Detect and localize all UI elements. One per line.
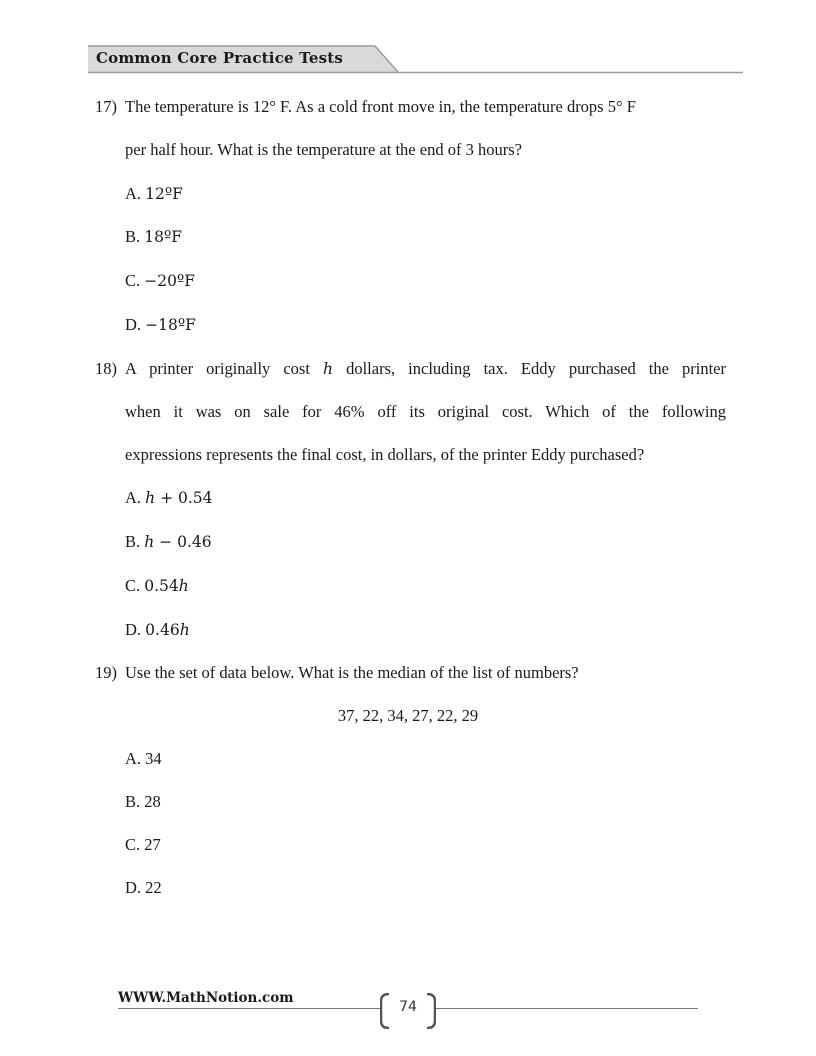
answer-option[interactable]: D. −18ºF [125,315,196,334]
answer-option[interactable]: C. 0.54h [125,576,189,595]
answer-option[interactable]: C. −20ºF [125,271,196,290]
footer-divider [118,1008,380,1009]
question-text-line: A printer originally cost h dollars, including tax. Eddy purchased the printer [125,359,726,378]
footer-divider [436,1008,698,1009]
page-number-box [380,993,436,1029]
page-number: 74 [399,999,417,1015]
question-text-line: The temperature is 12° F. As a cold front move in, the temperature drops 5° F [125,97,636,116]
question-text-line: expressions represents the final cost, in dollars, of the printer Eddy purchased? [125,445,645,464]
answer-option[interactable]: B. 18ºF [125,227,183,246]
footer-website: WWW.MathNotion.com [118,990,294,1006]
answer-option[interactable]: A. h + 0.54 [125,488,213,507]
question-text-line: when it was on sale for 46% off its original cost. Which of the following [125,402,726,421]
answer-option[interactable]: B. 28 [125,792,161,811]
header-title: Common Core Practice Tests [96,49,343,67]
answer-option[interactable]: B. h − 0.46 [125,532,212,551]
data-set: 37, 22, 34, 27, 22, 29 [337,706,479,725]
question-text-line: per half hour. What is the temperature at the end of 3 hours? [125,140,522,159]
question-number: 17) [95,97,117,116]
page-header [88,44,743,74]
question-text-line: Use the set of data below. What is the median of the list of numbers? [125,663,579,682]
answer-option[interactable]: C. 27 [125,835,161,854]
answer-option[interactable]: A. 34 [125,749,162,768]
question-number: 18) [95,359,117,378]
question-number: 19) [95,663,117,682]
answer-option[interactable]: A. 12ºF [125,184,183,203]
answer-option[interactable]: D. 22 [125,878,162,897]
answer-option[interactable]: D. 0.46h [125,620,190,639]
